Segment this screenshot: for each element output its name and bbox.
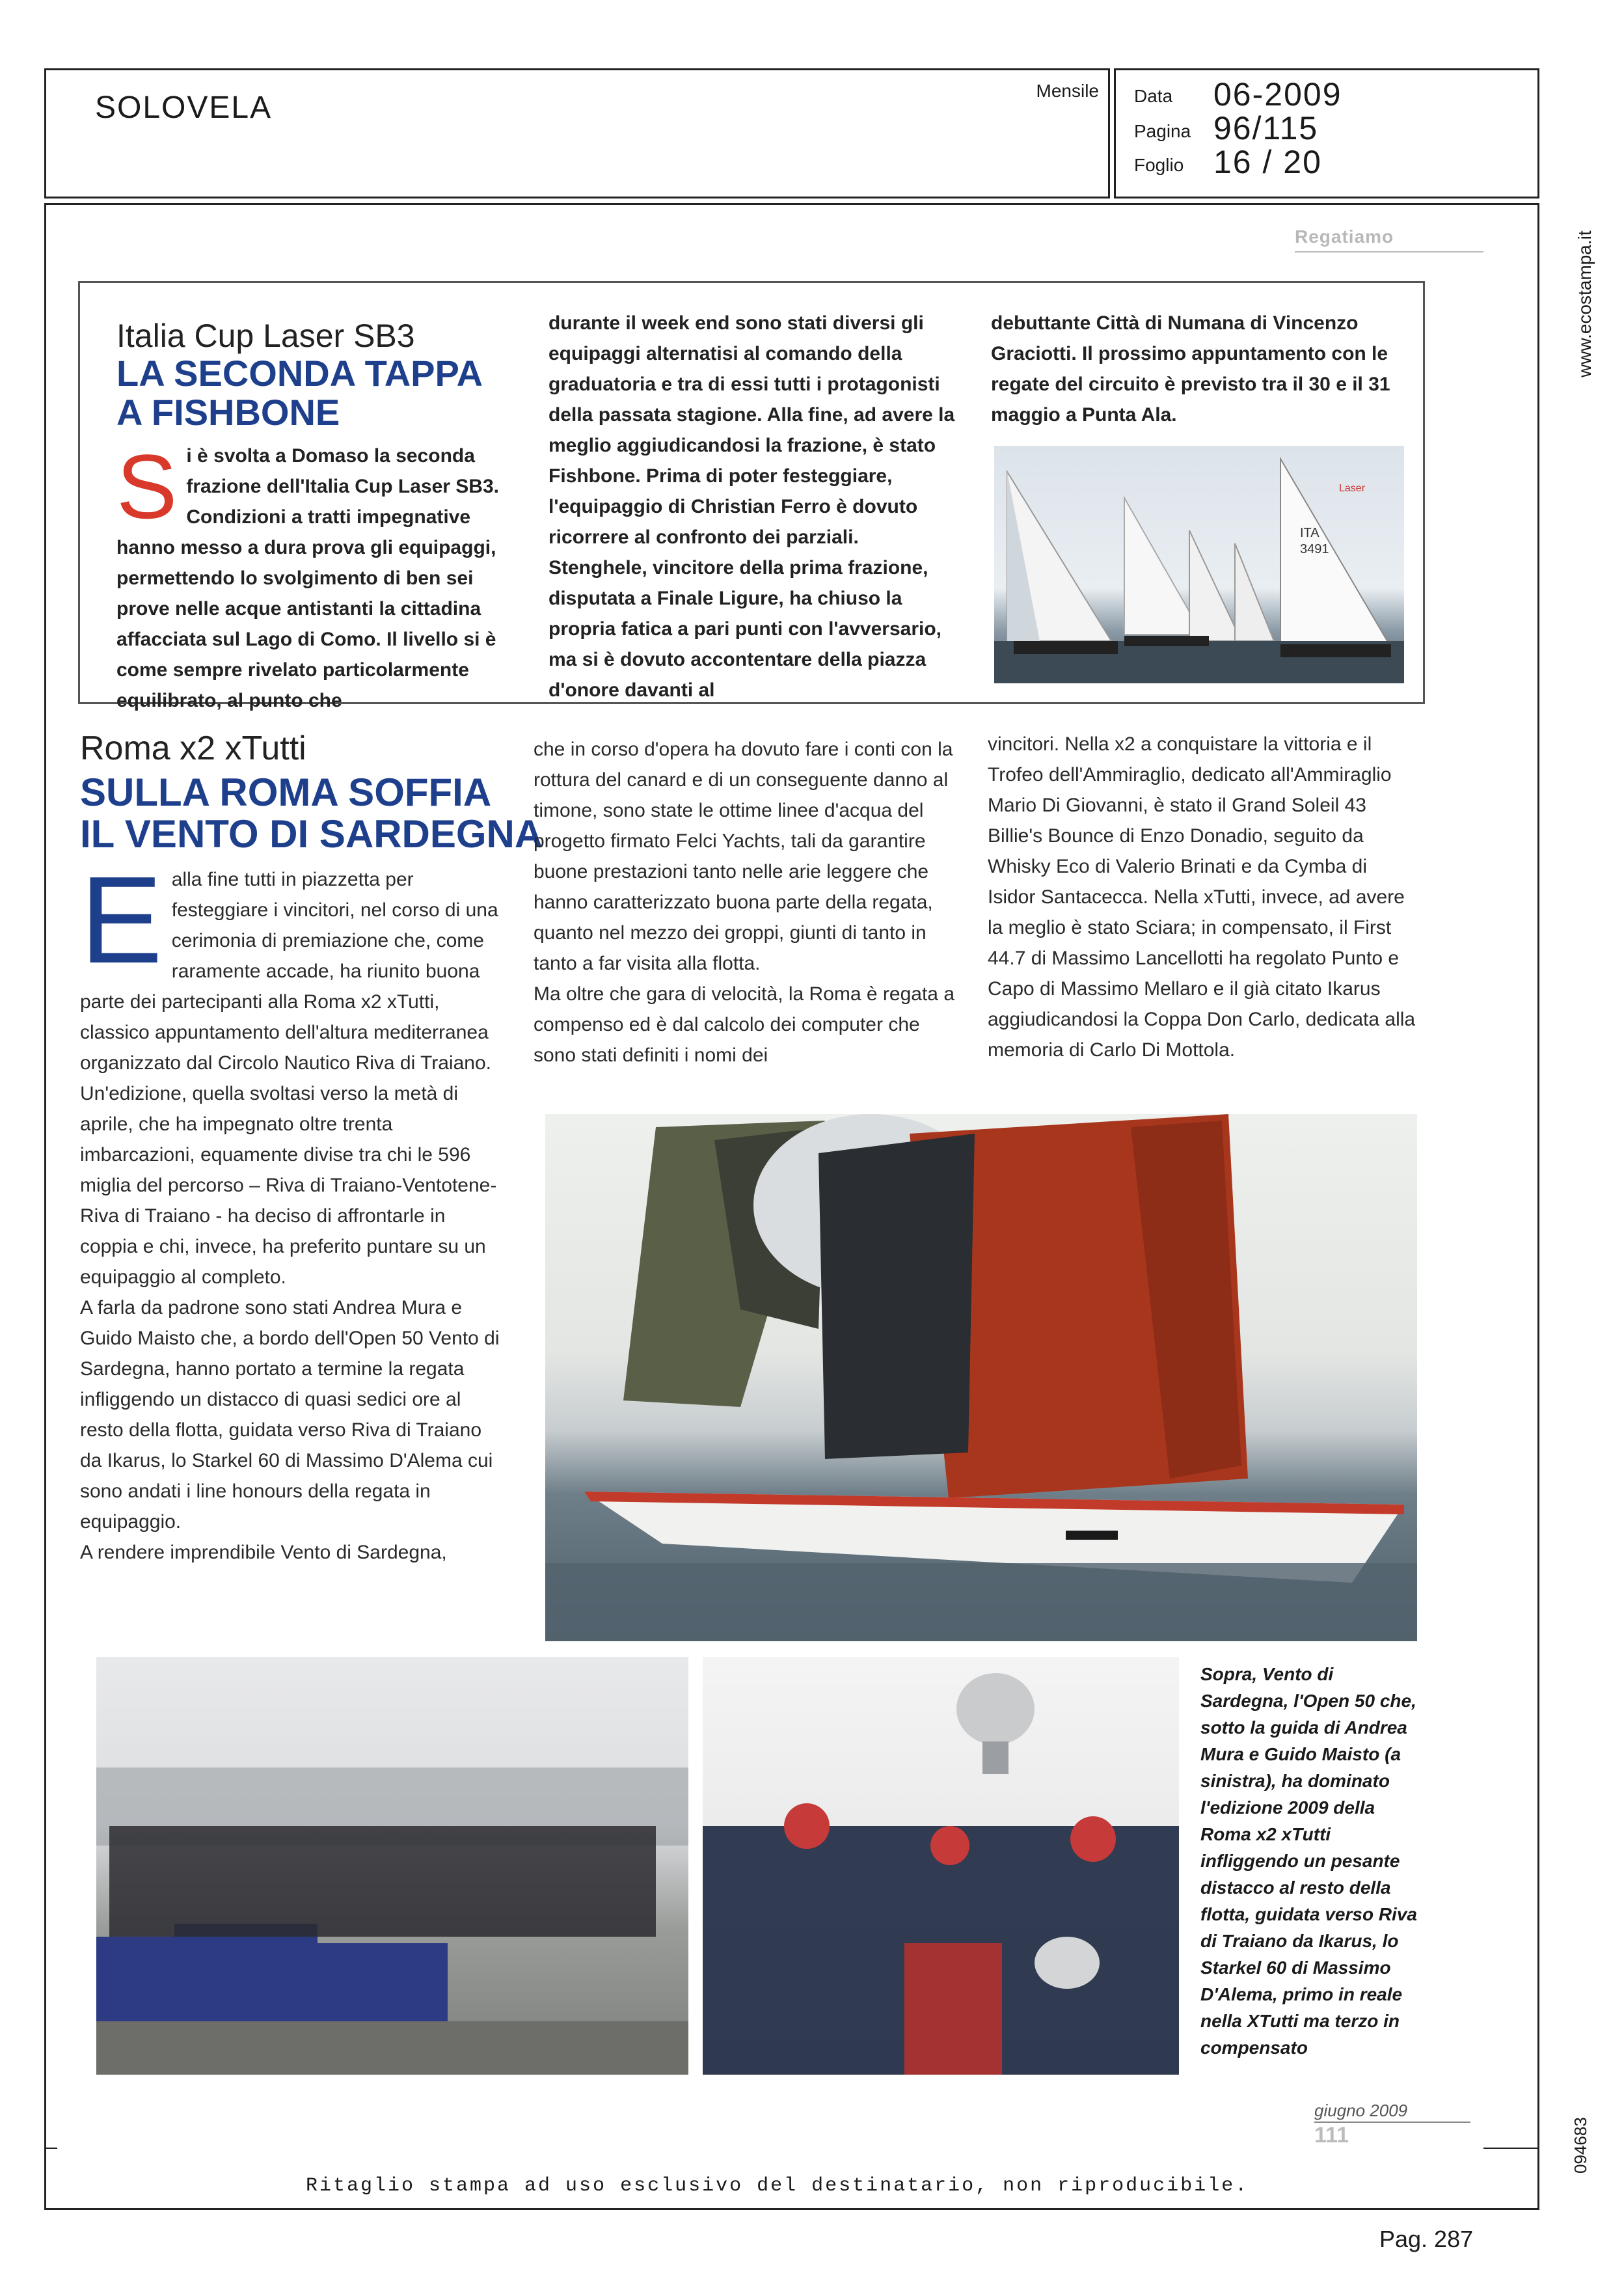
sheet-label: Foglio [1134,155,1184,175]
laser-regatta-photo [994,446,1404,683]
article1-kicker: Italia Cup Laser SB3 [116,318,415,354]
article2-headline-1: SULLA ROMA SOFFIA [80,771,492,814]
footer-page-number: 111 [1314,2123,1349,2148]
trophy-illustration [703,1657,1179,2075]
trophy-winners-photo [703,1657,1179,2075]
article1-col2: durante il week end sono stati diversi gli equipaggi alternatisi al comando della graduatoria e tra di essi tutti i protagonisti della passata stagione. Alla fine, ad avere la meglio aggiudicandosi la frazione, è stato Fishbone. Prima di poter festeggiare, l'equipaggio di Christian Ferro è dovuto ricorrere al confronto dei parziali. Stenghele, vincitore della prima frazione, disputata a Finale Ligure, ha chiuso la propria fatica a pari punti con l'avversario, ma si è dovuto accontentare della piazza d'onore davanti al [548,312,955,701]
header-left-box [44,68,1110,198]
podium-illustration [96,1657,688,2075]
header-right-box [1114,68,1539,198]
frequency-label: Mensile [1036,81,1099,101]
footer-issue: giugno 2009 [1314,2101,1408,2120]
podium-ceremony-photo [96,1657,688,2075]
article2-col2-p1: che in corso d'opera ha dovuto fare i conti con la rottura del canard e di un conseguente danno al timone, sono state le ottime linee d'acqua del progetto firmato Felci Yachts, tali da garantire buone prestazioni tanto nelle arie leggere che hanno caratterizzato buona parte della regata, quanto nel mezzo dei groppi, giunti di tanto in tanto a far visita alla flotta. [534,739,953,974]
side-code: 094683 [1571,2117,1590,2174]
section-tag: Regatiamo [1295,226,1394,247]
article2-col1-p2: Un'edizione, quella svoltasi verso la metà di aprile, che ha impegnato oltre trenta imbarcazioni, equamente divise tra chi le 596 miglia del percorso – Riva di Traiano-Ventotene-Riva di Traiano - ha deciso di affrontarle in coppia e chi, invece, ha preferito puntare su un equipaggio al completo. [80,1083,497,1288]
date-value: 06-2009 [1213,76,1342,113]
sheet-value: 16 / 20 [1213,144,1322,180]
press-disclaimer: Ritaglio stampa ad uso esclusivo del destinatario, non riproducibile. [306,2175,1249,2197]
sail-number-ita: ITA [1300,526,1320,540]
photo-caption: Sopra, Vento di Sardegna, l'Open 50 che, sotto la guida di Andrea Mura e Guido Maisto (a sinistra), ha dominato l'edizione 2009 della Roma x2 xTutti infliggendo un pesante distacco al resto della flotta, guidata verso Riva di Traiano da Ikarus, lo Starkel 60 di Massimo D'Alema, primo in reale nella XTutti ma terzo in compensato [1200,1664,1417,2058]
footer-right-tick [1483,2148,1539,2149]
article1-col1 [116,435,513,716]
article2-col1-p3: A farla da padrone sono stati Andrea Mura e Guido Maisto che, a bordo dell'Open 50 Vento di Sardegna, hanno portato a termine la regata infliggendo un distacco di quasi sedici ore al resto della flotta, guidata verso Riva di Traiano da Ikarus, lo Starkel 60 di Massimo D'Alema cui sono andati i line honours della regata in equipaggio. [80,1297,500,1533]
article2-col1 [80,851,503,1568]
article1-col1-text: i è svolta a Domaso la seconda frazione dell'Italia Cup Laser SB3. Condizioni a tratti impegnative hanno messo a dura prova gli equipaggi, permettendo lo svolgimento di ben sei prove nelle acque antistanti la cittadina affacciata sul Lago di Como. Il livello si è come sempre rivelato particolarmente equilibrato, al punto che [116,445,499,711]
article2-col1-p4: A rendere imprendibile Vento di Sardegna, [80,1542,447,1563]
article1-box [78,281,1425,711]
footer-left-tick [44,2148,57,2149]
publication-name: SOLOVELA [95,90,273,125]
yacht-illustration [545,1114,1417,1641]
side-url: www.ecostampa.it [1575,230,1595,377]
article2-drop-cap: E [80,851,163,989]
vento-di-sardegna-photo [545,1114,1417,1641]
sailboats-illustration [994,446,1404,683]
sail-number-3491: 3491 [1300,542,1329,556]
article2-col1-p1: alla fine tutti in piazzetta per festeggiare i vincitori, nel corso di una cerimonia di premiazione che, come raramente accade, ha riunito buona parte dei partecipanti alla Roma x2 xTutti, classico appuntamento dell'altura mediterranea organizzato dal Circolo Nautico Riva di Traiano. [80,869,498,1074]
date-label: Data [1134,86,1173,106]
article2-kicker: Roma x2 xTutti [80,730,306,767]
page-value: 96/115 [1213,110,1319,146]
article1-headline-2: A FISHBONE [116,392,340,433]
article1-drop-cap: S [116,435,178,538]
sail-brand: Laser [1339,483,1366,494]
article2-col3: vincitori. Nella x2 a conquistare la vittoria e il Trofeo dell'Ammiraglio, dedicato all'Ammiraglio Mario Di Giovanni, è stato il Grand Soleil 43 Billie's Bounce di Enzo Donadio, seguito da Whisky Eco di Valerio Brinati e da Cymba di Isidor Santacecca. Nella xTutti, invece, ad avere la meglio è stato Sciara; in compensato, il First 44.7 di Massimo Lancellotti ha regolato Punto e Capo di Massimo Mellaro e il già citato Ikarus aggiudicandosi la Coppa Don Carlo, dedicata alla memoria di Carlo Di Mottola. [988,733,1416,1061]
section-rule [1295,251,1483,252]
article2-col2-p2: Ma oltre che gara di velocità, la Roma è regata a compenso ed è dal calcolo dei computer che sono stati definiti i nomi dei [534,983,955,1066]
article1-col3: debuttante Città di Numana di Vincenzo Graciotti. Il prossimo appuntamento con le regate del circuito è previsto tra il 30 e il 31 maggio a Punta Ala. [991,312,1390,426]
page-counter: Pag. 287 [1379,2226,1474,2252]
article2-col2 [534,734,956,1071]
page-label: Pagina [1134,121,1191,141]
article1-headline-1: LA SECONDA TAPPA [116,353,483,394]
article2-headline-2: IL VENTO DI SARDEGNA [80,812,543,856]
